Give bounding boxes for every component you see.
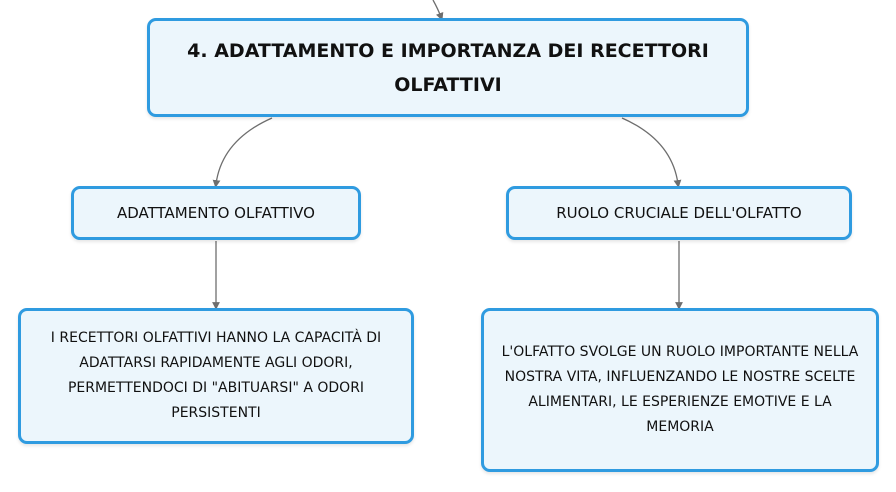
branch-label: ADATTAMENTO OLFATTIVO bbox=[117, 204, 315, 222]
connector-root-to-left-branch bbox=[216, 118, 272, 184]
root-topic-node[interactable] bbox=[147, 18, 749, 117]
branch-node-ruolo[interactable] bbox=[506, 186, 852, 240]
root-topic-title: 4. ADATTAMENTO E IMPORTANZA DEI RECETTORI OLFATTIVI bbox=[187, 39, 709, 96]
leaf-text: I RECETTORI OLFATTIVI HANNO LA CAPACITÀ DI ADATTARSI RAPIDAMENTE AGLI ODORI, PERMETTENDOCI DI "ABITUARSI" A ODORI PERSISTENTI bbox=[50, 330, 382, 421]
leaf-node-ruolo-detail[interactable] bbox=[481, 308, 879, 472]
leaf-node-adattamento-detail[interactable] bbox=[18, 308, 414, 444]
branch-node-adattamento[interactable] bbox=[71, 186, 361, 240]
connector-root-to-right-branch bbox=[622, 118, 678, 184]
leaf-text: L'OLFATTO SVOLGE UN RUOLO IMPORTANTE NELLA NOSTRA VITA, INFLUENZANDO LE NOSTRE SCELTE ALIMENTARI, LE ESPERIENZE EMOTIVE E LA MEMORIA bbox=[501, 344, 859, 435]
branch-label: RUOLO CRUCIALE DELL'OLFATTO bbox=[556, 204, 802, 222]
connector-parent-to-root bbox=[433, 0, 441, 17]
